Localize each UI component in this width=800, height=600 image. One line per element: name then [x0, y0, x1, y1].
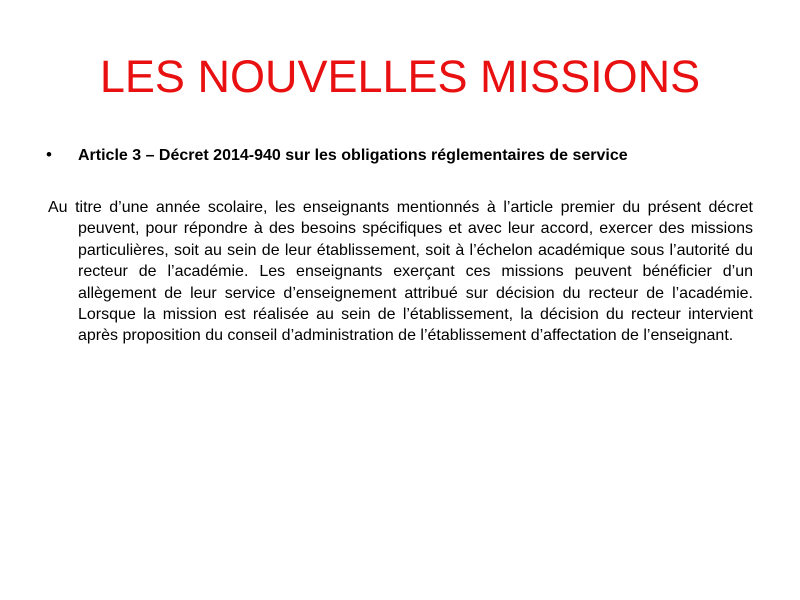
article-paragraph: Au titre d’une année scolaire, les enseignants mentionnés à l’article premier du présent décret peuvent, pour répondre à des besoins spécifiques et avec leur accord, exercer des missions particulières, soit au sein de leur établissement, soit à l’échelon académique sous l’autorité du recteur de l’académie. Les enseignants exerçant ces missions peuvent bénéficier d’un allègement de leur service d’enseignement attribué sur décision du recteur de l’académie. Lorsque la mission est réalisée au sein de l’établissement, la décision du recteur intervient après proposition du conseil d’administration de l’établissement d’affectation de l’enseignant.	[48, 199, 753, 345]
bullet-text: Article 3 – Décret 2014-940 sur les obligations réglementaires de service	[78, 147, 628, 164]
bullet-item	[46, 145, 756, 167]
bullet-icon: •	[46, 145, 52, 164]
slide-title: LES NOUVELLES MISSIONS	[99, 51, 701, 102]
